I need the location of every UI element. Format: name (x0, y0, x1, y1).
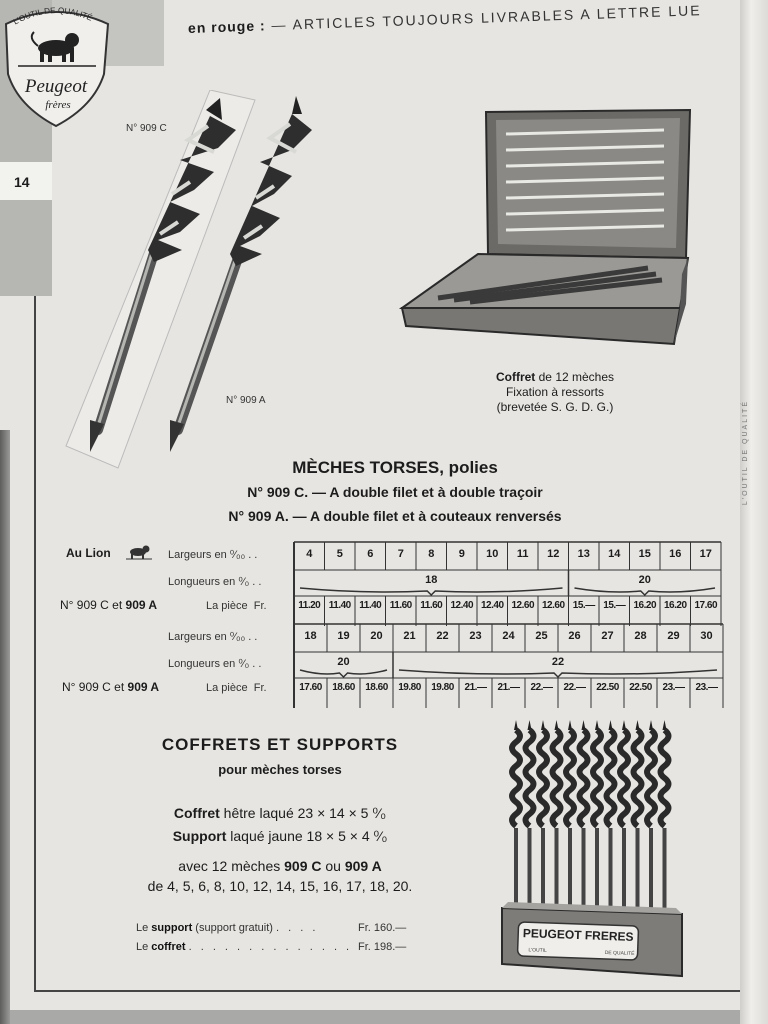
width-cell-1: 6 (367, 548, 374, 560)
header-rest: — ARTICLES TOUJOURS LIVRABLES A LETTRE LUE (265, 2, 702, 34)
row-label-largeurs-1: Largeurs en ⁰⁄₀₀ . . (168, 549, 258, 561)
stand-bits (512, 720, 669, 908)
product-title: MÈCHES TORSES, polies (292, 458, 498, 477)
caption-rest: de 12 mèches (535, 370, 615, 384)
stand-bit (634, 720, 642, 908)
width-cell-2: 30 (700, 630, 713, 642)
price-cell-1: 11.60 (420, 600, 443, 611)
price-cell-2: 19.80 (398, 682, 421, 693)
length-brace (399, 670, 717, 677)
width-cell-1: 7 (397, 548, 404, 560)
price-cell-2: 22.— (530, 682, 553, 693)
price-cell-2: 18.60 (332, 682, 355, 693)
width-cell-1: 17 (699, 548, 712, 560)
length-brace (575, 588, 716, 595)
width-cell-1: 5 (336, 548, 343, 560)
price-cell-1: 12.40 (450, 600, 474, 611)
width-cell-1: 14 (608, 548, 621, 560)
caption-bold: Coffret (495, 370, 536, 384)
stand-bit (593, 720, 601, 908)
price-cell-1: 12.40 (480, 600, 504, 611)
header-lead: en rouge : (187, 17, 266, 36)
row-label-longueurs-1: Longueurs en ⁰⁄₀ . . (168, 576, 262, 588)
display-stand-illustration (496, 718, 692, 980)
stand-sign-right: DE QUALITÉ (604, 949, 635, 957)
price-cell-1: 12.60 (541, 600, 565, 611)
au-lion-label: Au Lion (66, 546, 111, 560)
length-cell-1: 20 (638, 574, 651, 586)
coffrets-subtitle: pour mèches torses (218, 762, 342, 777)
stand-bit (620, 720, 628, 908)
price-cell-2: 18.60 (365, 682, 388, 693)
caption-line2: Fixation à ressorts (505, 385, 605, 399)
stand-bit (607, 720, 615, 908)
width-cell-2: 27 (601, 630, 614, 642)
stand-bit (553, 720, 561, 908)
width-cell-2: 26 (568, 630, 581, 642)
width-cell-2: 21 (403, 630, 416, 642)
width-cell-2: 29 (667, 630, 680, 642)
price-cell-2: 22.50 (629, 682, 652, 693)
width-cell-2: 24 (502, 630, 515, 642)
width-cell-2: 18 (304, 630, 317, 642)
price-cell-2: 21.— (464, 682, 487, 693)
stand-sign: PEUGEOT FRERES (522, 926, 634, 944)
row-label-piece-2: La pièce Fr. (206, 682, 267, 694)
row-label-piece-1: La pièce Fr. (206, 600, 267, 612)
width-cell-1: 15 (638, 548, 651, 560)
length-cell-2: 22 (551, 656, 565, 668)
length-cell-1: 18 (425, 574, 438, 586)
price-cell-2: 22.50 (596, 682, 619, 693)
caption-line3: (brevetée S. G. D. G.) (496, 400, 614, 414)
price-cell-2: 19.80 (431, 682, 454, 693)
stand-bit (566, 720, 574, 908)
row-label-largeurs-2: Largeurs en ⁰⁄₀₀ . . (168, 631, 258, 643)
price-cell-2: 17.60 (299, 682, 322, 693)
width-cell-1: 4 (306, 548, 313, 560)
stand-bit (539, 720, 547, 908)
product-line-909a: N° 909 A. — A double filet et à couteaux renversés (228, 508, 562, 524)
logo-sub: frères (45, 99, 71, 111)
stand-bit (647, 720, 655, 908)
coffrets-title: COFFRETS ET SUPPORTS (161, 735, 399, 754)
width-cell-1: 13 (577, 548, 590, 560)
price-cell-1: 17.60 (694, 600, 718, 611)
logo-brand: Peugeot (24, 76, 88, 97)
width-cell-2: 23 (469, 630, 482, 642)
width-cell-1: 10 (486, 548, 499, 560)
product-line-909c: N° 909 C. — A double filet et à double traçoir (247, 484, 543, 500)
width-cell-1: 11 (516, 548, 529, 560)
length-cell-2: 20 (337, 656, 350, 668)
width-cell-2: 28 (634, 630, 647, 642)
stand-bit (512, 720, 520, 908)
length-brace (300, 670, 387, 677)
price-cell-1: 12.60 (511, 600, 535, 611)
row-label-longueurs-2: Longueurs en ⁰⁄₀ . . (168, 658, 262, 670)
price-cell-1: 11.40 (359, 600, 382, 611)
price-cell-2: 22.— (563, 682, 586, 693)
stand-sign-left: L'OUTIL (528, 947, 547, 954)
support-price: Le support (support gratuit) . . . . Fr. 160.— (136, 922, 407, 934)
stand-bit (661, 720, 669, 908)
label-909c: N° 909 C (126, 123, 167, 134)
coffret-price: Le coffret . . . . . . . . . . . . . . Fr. 198.— (136, 941, 407, 953)
stand-bit (526, 720, 534, 908)
width-cell-2: 19 (337, 630, 350, 642)
price-cell-1: 11.60 (389, 600, 412, 611)
width-cell-1: 12 (547, 548, 560, 560)
price-cell-1: 11.20 (298, 600, 321, 611)
price-cell-1: 15.— (572, 600, 595, 611)
price-cell-2: 21.— (497, 682, 520, 693)
width-cell-2: 20 (370, 630, 383, 642)
width-cell-1: 16 (669, 548, 682, 560)
price-cell-2: 23.— (662, 682, 685, 693)
width-cell-2: 22 (436, 630, 449, 642)
price-cell-1: 11.40 (328, 600, 351, 611)
logo-motto: L'OUTIL DE QUALITÉ (11, 5, 94, 27)
page-number: 14 (14, 174, 30, 190)
length-brace (300, 588, 563, 595)
width-cell-1: 8 (428, 548, 435, 560)
vertical-slogan: L'OUTIL DE QUALITÉ (742, 400, 749, 506)
sizes-line: de 4, 5, 6, 8, 10, 12, 14, 15, 16, 17, 18, 20. (147, 878, 413, 894)
support-spec: Support laqué jaune 18 × 5 × 4 ⁰⁄₀ (172, 828, 388, 844)
avec-line: avec 12 mèches 909 C ou 909 A (178, 858, 382, 874)
width-cell-2: 25 (535, 630, 548, 642)
width-cell-1: 9 (458, 548, 465, 560)
price-cell-1: 16.20 (663, 600, 687, 611)
ref-label-2: N° 909 C et 909 A (62, 680, 160, 694)
label-909a: N° 909 A (226, 395, 266, 406)
ref-label-1: N° 909 C et 909 A (60, 598, 158, 612)
price-cell-1: 15.— (603, 600, 626, 611)
price-cell-1: 16.20 (633, 600, 657, 611)
price-cell-2: 23.— (695, 682, 718, 693)
stand-bit (580, 720, 588, 908)
coffret-spec: Coffret hêtre laqué 23 × 14 × 5 ⁰⁄₀ (173, 805, 387, 821)
